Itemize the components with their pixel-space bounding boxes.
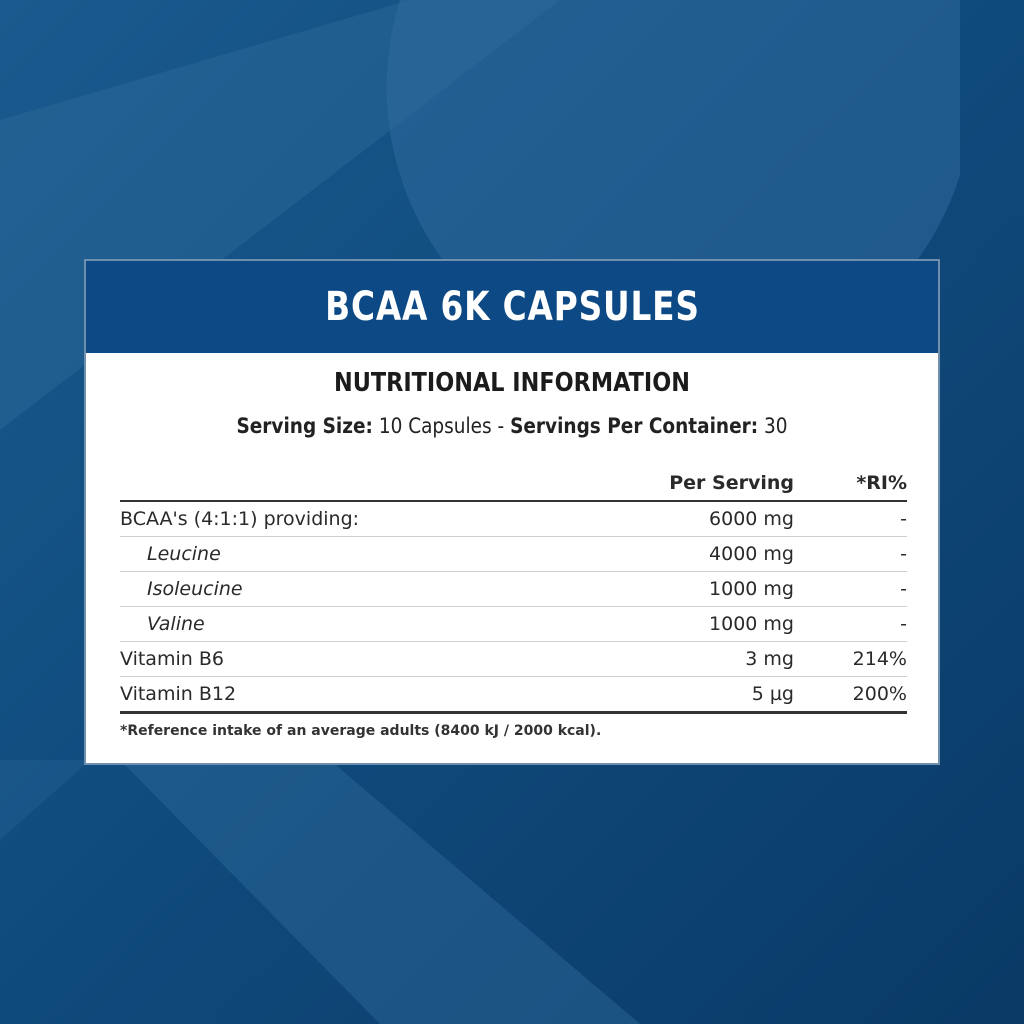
row-per-serving: 6000 mg — [709, 508, 794, 530]
row-ri: 214% — [852, 648, 907, 670]
table-row — [120, 537, 907, 572]
serving-size-label: Serving Size: — [236, 414, 373, 438]
row-per-serving: 1000 mg — [709, 613, 794, 635]
servings-per-container-value: 30 — [764, 414, 788, 438]
title-band — [86, 261, 938, 353]
row-name: Vitamin B12 — [120, 683, 237, 705]
table-row — [120, 502, 907, 537]
row-ri: - — [900, 543, 907, 565]
header-ri: *RI% — [856, 472, 907, 494]
product-title: BCAA 6K CAPSULES — [324, 284, 700, 330]
row-ri: - — [900, 613, 907, 635]
nutrition-table — [120, 466, 907, 714]
row-name: BCAA's (4:1:1) providing: — [120, 508, 360, 530]
serving-separator: - — [497, 414, 505, 438]
table-row — [120, 572, 907, 607]
section-title: NUTRITIONAL INFORMATION — [334, 368, 690, 398]
row-name: Leucine — [147, 543, 221, 565]
row-per-serving: 4000 mg — [709, 543, 794, 565]
row-per-serving: 1000 mg — [709, 578, 794, 600]
footnote: *Reference intake of an average adults (8400 kJ / 2000 kcal). — [120, 723, 602, 739]
row-per-serving: 5 µg — [751, 683, 794, 705]
nutrition-label-card — [84, 259, 940, 765]
row-name: Valine — [147, 613, 205, 635]
row-ri: 200% — [852, 683, 907, 705]
table-header — [120, 466, 907, 502]
row-per-serving: 3 mg — [745, 648, 794, 670]
serving-info — [137, 414, 887, 438]
row-ri: - — [900, 578, 907, 600]
table-row — [120, 677, 907, 714]
serving-size-value: 10 Capsules — [378, 414, 492, 438]
row-name: Isoleucine — [147, 578, 243, 600]
row-ri: - — [900, 508, 907, 530]
header-per-serving: Per Serving — [669, 472, 794, 494]
servings-per-container-label: Servings Per Container: — [510, 414, 759, 438]
table-row — [120, 607, 907, 642]
table-row — [120, 642, 907, 677]
row-name: Vitamin B6 — [120, 648, 224, 670]
